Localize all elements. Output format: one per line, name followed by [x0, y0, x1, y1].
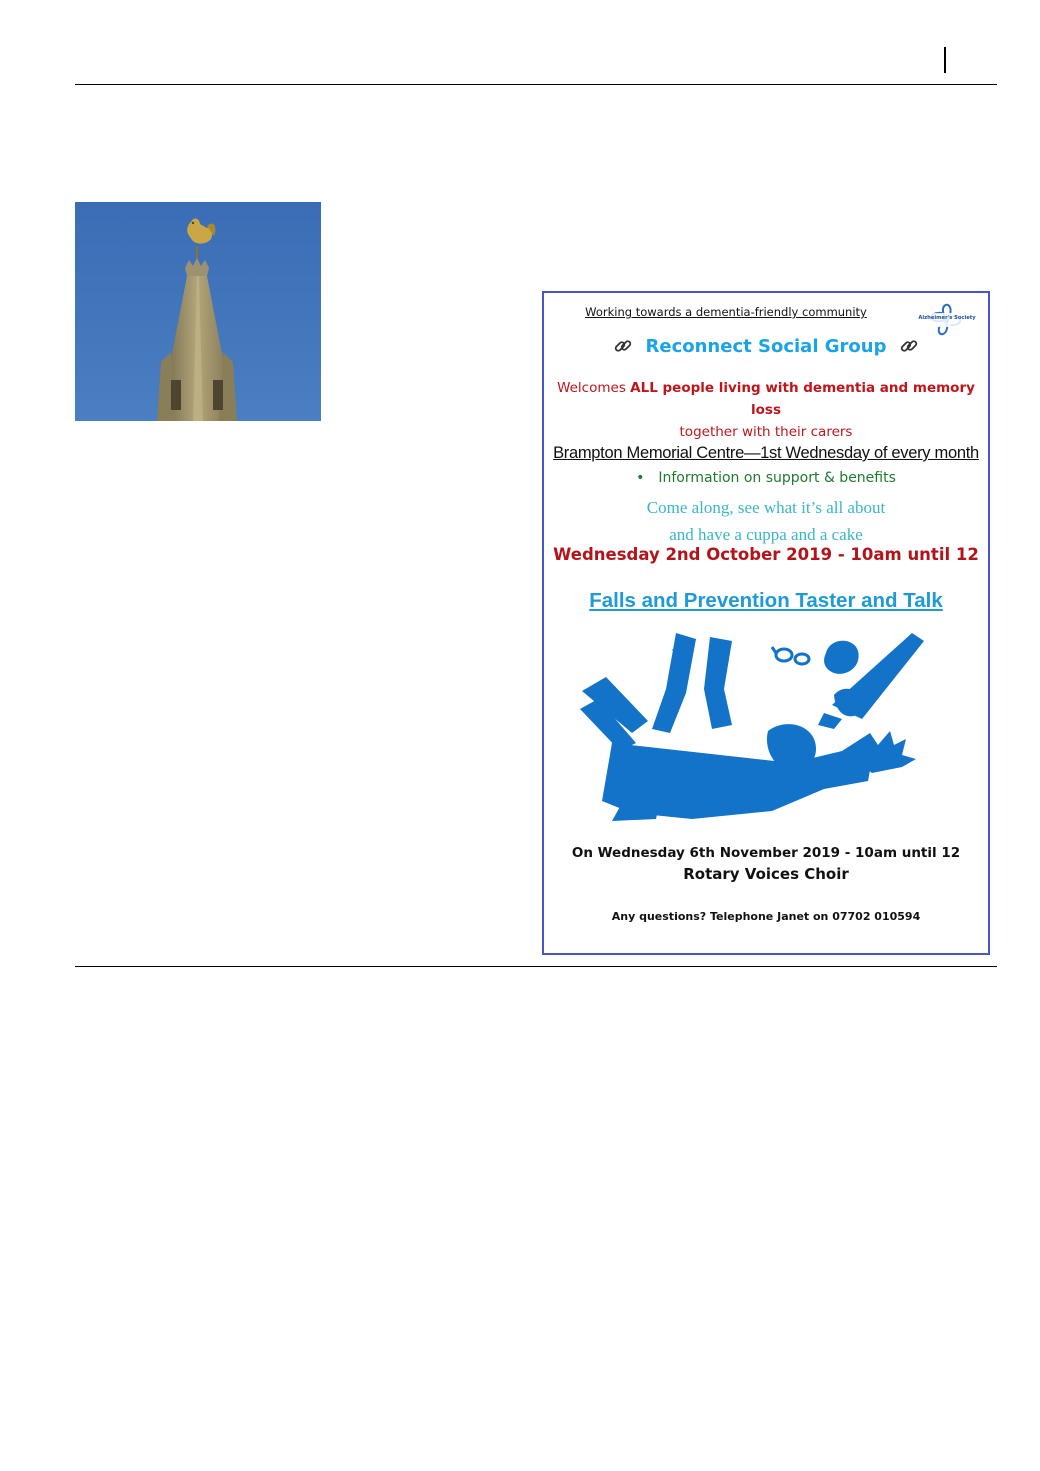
poster-tagline: Working towards a dementia-friendly community [585, 305, 867, 319]
contact-info: Any questions? Telephone Janet on 07702 010594 [611, 910, 921, 923]
header-divider-tick [944, 47, 946, 73]
title-row [544, 335, 988, 357]
come-along-text: Come along, see what it’s all about and have a cuppa and a cake [646, 498, 886, 544]
event2-title: Rotary Voices Choir [683, 865, 849, 883]
event1-title: Falls and Prevention Taster and Talk [589, 589, 943, 612]
chain-link-icon [612, 335, 634, 357]
footer-rule [75, 966, 997, 967]
welcome-text: Welcomes ALL people living with dementia and memory loss together with their carers [557, 380, 975, 440]
church-spire-photo [75, 202, 321, 421]
dementia-group-poster [542, 291, 990, 955]
group-name: Reconnect Social Group [645, 335, 887, 357]
bullet: • [636, 470, 645, 486]
venue-schedule: Brampton Memorial Centre—1st Wednesday of every month [553, 444, 979, 462]
header-rule [75, 84, 997, 85]
falling-person-illustration [572, 633, 924, 825]
event1-date: Wednesday 2nd October 2019 - 10am until 12 [553, 545, 979, 564]
event2-date: On Wednesday 6th November 2019 - 10am until 12 [571, 845, 961, 861]
info-line: • Information on support & benefits [636, 470, 896, 486]
logo-lettering: Alzheimer's Society [918, 315, 976, 321]
chain-link-icon [898, 335, 920, 357]
